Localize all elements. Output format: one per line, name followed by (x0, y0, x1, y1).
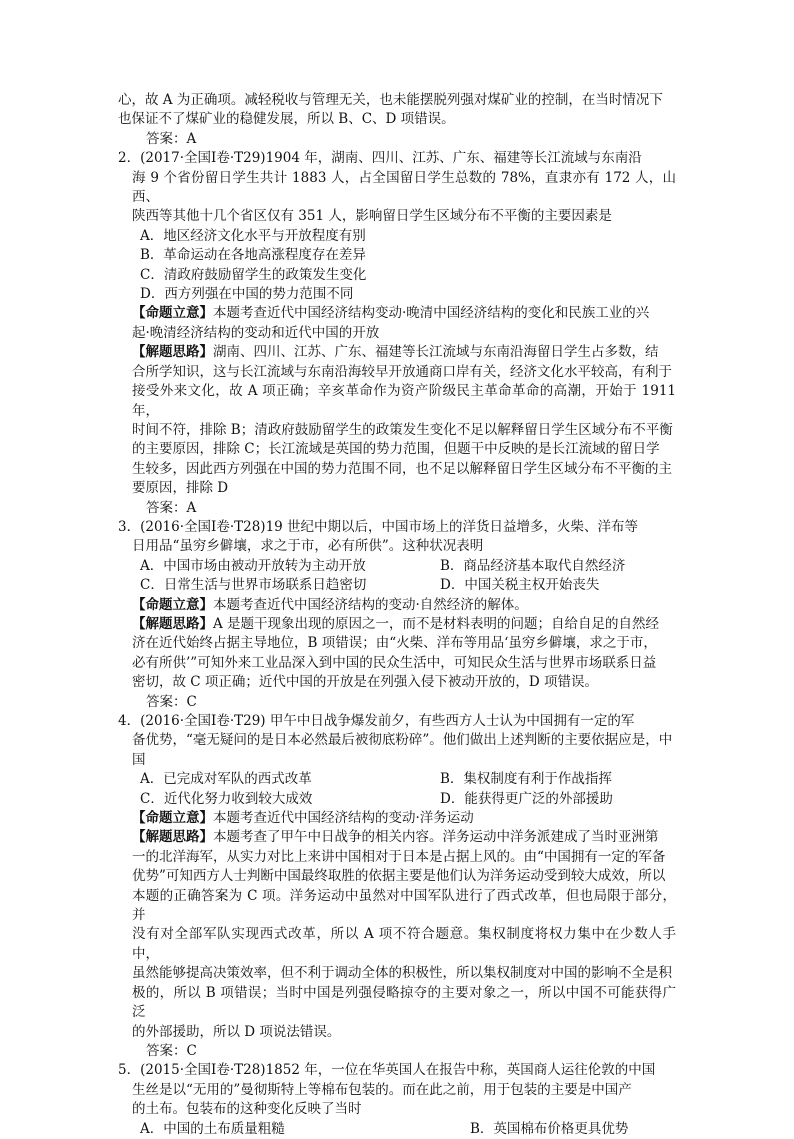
question-2-option-a: A．地区经济文化水平与开放程度有别 (140, 227, 366, 244)
question-5-stem-line: 5．(2015·全国Ⅰ卷·T28)1852 年，一位在华英国人在报告中称，英国商人运往伦敦的中国 (118, 1062, 656, 1079)
text-line: 也保证不了煤矿业的稳健发展，所以 B、C、D 项错误。 (118, 111, 455, 128)
question-4-analysis-line: 优势”可知西方人士判断中国最终取胜的依据主要是他们认为洋务运动受到较大成效，所以 (132, 868, 666, 885)
question-2-option-d: D．西方列强在中国的势力范围不同 (140, 286, 354, 303)
question-4-analysis-line: 本题的正确答案为 C 项。洋务运动中虽然对中国军队进行了西式改革，但也局限于部分，并 (132, 887, 676, 924)
analysis-label: 【解题思路】 (132, 344, 213, 361)
question-2-analysis-line: 生较多，因此西方列强在中国的势力范围不同，也不足以解释留日学生区域分布不平衡的主 (132, 460, 672, 477)
question-2-intent (118, 304, 676, 323)
intent-label: 【命题立意】 (132, 810, 213, 827)
question-4-option-d: D．能获得更广泛的外部援助 (440, 790, 613, 807)
question-5-stem-line: 生丝是以“无用的”曼彻斯特上等棉布包装的。而在此之前，用于包装的主要是中国产 (132, 1081, 632, 1098)
question-4-option-a: A．已完成对军队的西式改革 (140, 771, 312, 788)
intent-text: 本题考查近代中国经济结构的变动·洋务运动 (213, 810, 474, 827)
question-4-stem-line: 4．(2016·全国Ⅰ卷·T29) 甲午中日战争爆发前夕，有些西方人士认为中国拥有一定的军 (118, 713, 635, 729)
question-3-analysis-line: 密切，故 C 项正确；近代中国的开放是在列强入侵下被动开放的，D 项错误。 (132, 674, 599, 691)
intent-label: 【命题立意】 (132, 596, 213, 613)
question-4-stem-line: 国 (132, 751, 146, 768)
question-2-stem-line: 2．(2017·全国Ⅰ卷·T29)1904 年，湖南、四川、江苏、广东、福建等长江流域与东南沿 (118, 150, 642, 167)
question-4-options-row (118, 770, 676, 789)
question-3-analysis (118, 615, 676, 634)
answer-line: 答案：A (146, 130, 197, 147)
question-3-option-a: A．中国市场由被动开放转为主动开放 (140, 557, 366, 574)
document-body (118, 91, 676, 1139)
question-5-option-a: A．中国的土布质量粗糙 (140, 1120, 285, 1137)
analysis-label: 【解题思路】 (132, 829, 213, 846)
question-2-answer: 答案：A (146, 499, 197, 516)
intent-text: 本题考查近代中国经济结构变动·晚清中国经济结构的变化和民族工业的兴 (213, 305, 650, 322)
question-3-answer: 答案：C (146, 693, 197, 710)
question-3-stem-line: 日用品“虽穷乡僻壤，求之于市，必有所供”。这种状况表明 (132, 538, 484, 555)
question-4-analysis-line: 没有对全部军队实现西式改革，所以 A 项不符合题意。集权制度将权力集中在少数人手中， (132, 926, 676, 962)
question-4-intent (118, 809, 676, 828)
analysis-label: 【解题思路】 (132, 615, 213, 632)
question-2-intent-line: 起·晚清经济结构的变动和近代中国的开放 (132, 324, 380, 341)
question-4-analysis-line: 虽然能够提高决策效率，但不利于调动全体的积极性，所以集权制度对中国的影响不全是积 (132, 965, 672, 982)
question-4-options-row (118, 790, 676, 809)
question-2-analysis (118, 343, 676, 362)
question-3-options-row (118, 557, 676, 576)
question-2-analysis-line: 的主要原因，排除 C；长江流域是英国的势力范围，但题干中反映的是长江流域的留日学 (132, 441, 660, 458)
question-2-option-c: C．清政府鼓励留学生的政策发生变化 (140, 266, 367, 283)
question-3-stem-line: 3．(2016·全国Ⅰ卷·T28)19 世纪中期以后，中国市场上的洋货日益增多，火柴、洋布等 (118, 518, 639, 535)
question-4-answer: 答案：C (146, 1042, 197, 1059)
question-2-analysis-line: 要原因，排除 D (132, 480, 229, 497)
question-2-option-b: B．革命运动在各地高涨程度存在差异 (140, 247, 366, 264)
question-5-options-row (118, 1120, 676, 1139)
question-3-option-b: B．商品经济基本取代自然经济 (440, 557, 626, 574)
question-3-analysis-line: 必有所供’”可知外来工业品深入到中国的民众生活中，可知民众生活与世界市场联系日益 (132, 654, 657, 671)
intent-text: 本题考查近代中国经济结构的变动·自然经济的解体。 (213, 596, 528, 613)
question-4-option-c: C．近代化努力收到较大成效 (140, 790, 313, 807)
question-3-option-c: C．日常生活与世界市场联系日趋密切 (140, 577, 367, 594)
question-3-intent (118, 596, 676, 615)
question-3-option-d: D．中国关税主权开始丧失 (440, 577, 600, 594)
question-5-option-b: B．英国棉布价格更具优势 (470, 1120, 629, 1137)
question-2-stem-line: 陕西等其他十几个省区仅有 351 人，影响留日学生区域分布不平衡的主要因素是 (132, 208, 612, 225)
analysis-text: 本题考查了甲午中日战争的相关内容。洋务运动中洋务派建成了当时亚洲第 (213, 829, 659, 846)
question-3-options-row (118, 576, 676, 595)
question-4-stem-line: 备优势，“毫无疑问的是日本必然最后被彻底粉碎”。他们做出上述判断的主要依据应是，中 (132, 732, 673, 749)
question-4-analysis (118, 828, 676, 847)
text-line: 心，故 A 为正确项。减轻税收与管理无关，也未能摆脱列强对煤矿业的控制，在当时情况下 (118, 92, 663, 108)
question-2-analysis-line: 时间不符，排除 B；清政府鼓励留学生的政策发生变化不足以解释留日学生区域分布不平衡 (132, 421, 673, 438)
question-2-analysis-line: 接受外来文化，故 A 项正确；辛亥革命作为资产阶级民主革命革命的高潮，开始于 1911 年， (132, 383, 676, 419)
question-2-stem-line: 海 9 个省份留日学生共计 1883 人，占全国留日学生总数的 78%，直隶亦有 172 人，山西、 (132, 169, 676, 206)
question-4-analysis-line: 一的北洋海军，从实力对比上来讲中国相对于日本是占据上风的。由“中国拥有一定的军备 (132, 848, 666, 865)
question-4-option-b: B．集权制度有利于作战指挥 (440, 771, 612, 788)
question-2-analysis-line: 合所学知识，这与长江流域与东南沿海较早开放通商口岸有关，经济文化水平较高，有利于 (132, 363, 672, 380)
analysis-text: A 是题干现象出现的原因之一，而不是材料表明的问题；自给自足的自然经 (213, 615, 660, 632)
question-4-analysis-line: 极的，所以 B 项错误；当时中国是列强侵略掠夺的主要对象之一，所以中国不可能获得广泛 (132, 984, 676, 1021)
question-4-analysis-line: 的外部援助，所以 D 项说法错误。 (132, 1023, 341, 1040)
question-5-stem-line: 的土布。包装布的这种变化反映了当时 (132, 1101, 362, 1118)
intent-label: 【命题立意】 (132, 305, 213, 322)
analysis-text: 湖南、四川、江苏、广东、福建等长江流域与东南沿海留日学生占多数，结 (213, 344, 659, 361)
question-3-analysis-line: 济在近代始终占据主导地位，B 项错误；由“火柴、洋布等用品‘虽穷乡僻壤，求之于市， (132, 635, 657, 652)
